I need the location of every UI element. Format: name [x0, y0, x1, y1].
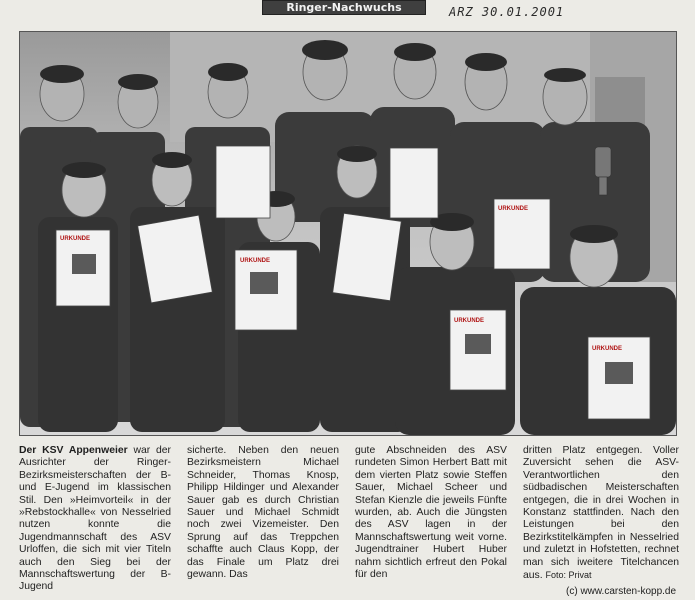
caption-text-4: dritten Platz entgegen. Voller Zuversicht sehen die ASV-Verantwortlichen den südbadischen Meisterschaften entgegen, die in drei Wochen in Konstanz stattfinden. Nach den Leistungen bei den Bezirkstitelkämpfen in Nesselried und zuletzt in Hofstetten, rechnet man sich iweitere Titelchancen aus.: [523, 445, 679, 582]
copyright-url: (c) www.carsten-kopp.de: [566, 586, 677, 597]
team-photo: [19, 31, 677, 436]
svg-text:URKUNDE: URKUNDE: [498, 206, 528, 212]
photo-credit: Foto: Privat: [545, 570, 592, 581]
date-stamp: ARZ 30.01.2001: [449, 5, 565, 19]
svg-text:URKUNDE: URKUNDE: [592, 346, 622, 352]
caption-lead: Der KSV Appenweier: [19, 445, 128, 456]
photo-illustration: [20, 32, 676, 435]
svg-text:URKUNDE: URKUNDE: [240, 258, 270, 264]
caption-column-3: gute Abschneiden des ASV rundeten Simon Herbert Batt mit dem vierten Platz sowie Steffen Sauer, Michael Scheer und Stefan Kienzle die jeweils Fünfte wurden, ab. Auch die Jüngsten des ASV lagen in der Mannschaftswertung weit vorne. Jugendtrainer Hubert Huber nahm sichtlich erfreut den Pokal für den: [355, 445, 507, 581]
svg-text:URKUNDE: URKUNDE: [454, 318, 484, 324]
caption-text-1: war der Ausrichter der Ringer-Bezirksmeisterschaften der B- und E-Jugend im klassischen Stil. Den »Heimvorteil« in der »Rebstockhalle« von Nesselried nutzen konnte die Jugendmannschaft des ASV Urloffen, die sich mit vier Titeln auch den Sieg bei der Mannschaftswertung der B-Jugend: [19, 445, 171, 593]
caption-column-2: sicherte. Neben den neuen Bezirksmeistern Michael Schneider, Thomas Knosp, Philipp Hildinger und Alexander Sauer gab es durch Christian Sauer und Michael Schmidt noch zwei Vizemeister. Den Sprung auf das Treppchen schaffte auch Claus Kopp, der das Finale um Platz drei gewann. Das: [187, 445, 339, 581]
caption-column-1: [19, 445, 171, 594]
section-title: Ringer-Nachwuchs: [262, 0, 426, 15]
caption-column-4: [523, 445, 679, 582]
svg-text:URKUNDE: URKUNDE: [60, 236, 90, 242]
